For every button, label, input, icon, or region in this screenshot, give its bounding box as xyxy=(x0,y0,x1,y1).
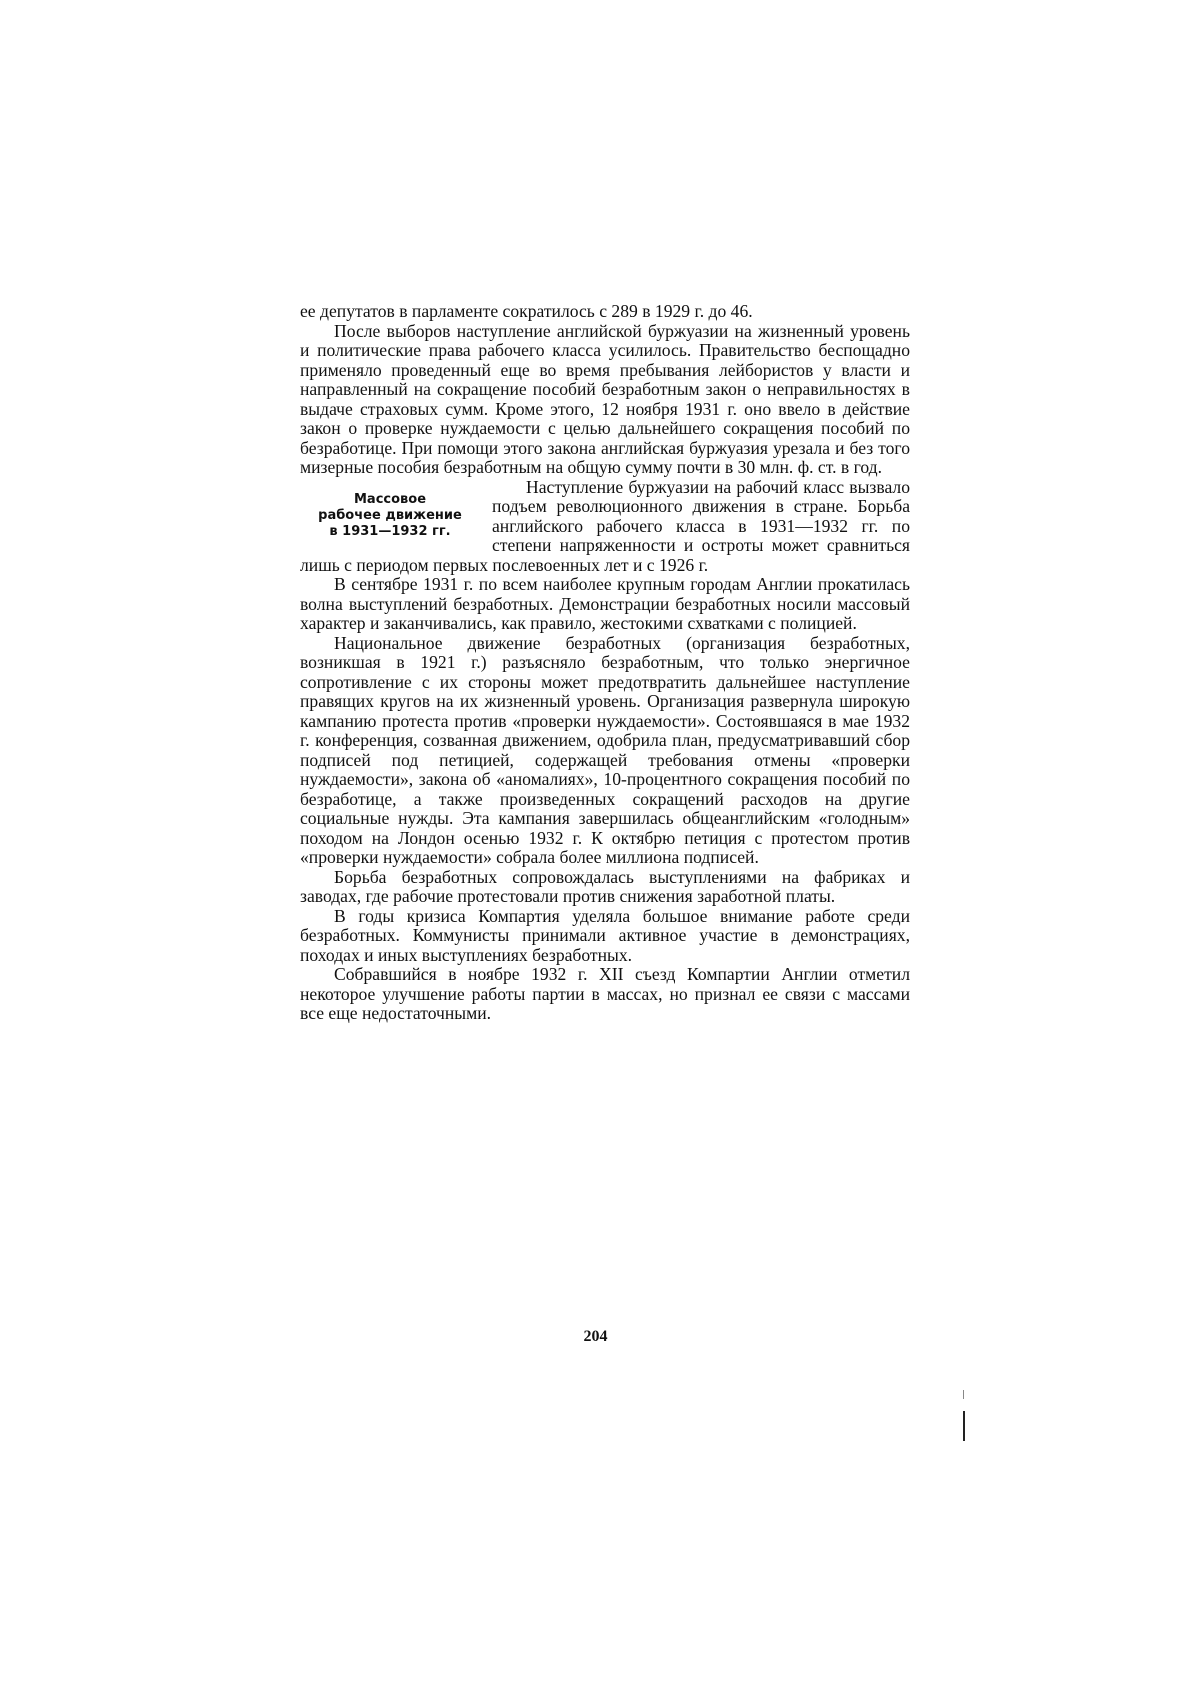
paragraph: В годы кризиса Компартия уделяла большое внимание работе среди безработных. Коммунисты принимали активное участие в демонстрациях, походах и иных выступлениях безработных. xyxy=(300,905,910,965)
page-body xyxy=(300,302,910,1024)
scan-mark xyxy=(963,1390,964,1399)
paragraph-continuation: ее депутатов в парламенте сократилось с 289 в 1929 г. до 46. xyxy=(300,301,753,321)
scan-mark xyxy=(963,1411,965,1441)
margin-heading-line: Массовое xyxy=(353,491,427,507)
page-number: 204 xyxy=(583,1328,608,1345)
paragraph: В сентябре 1931 г. по всем наиболее крупным городам Англии прокатилась волна выступлений безработных. Демонстрации безработных носили массовый характер и заканчивались, как правило, жестокими схватками с полицией. xyxy=(300,574,910,633)
paragraph: Наступление буржуазии на рабочий класс вызвало подъем революционного движения в стране. Борьба английского рабочего класса в 1931—1932 гг. по степени напряженности и остроты может сравниться лишь с периодом первых послевоенных лет и с 1926 г. xyxy=(300,476,910,575)
margin-heading-line: рабочее движение xyxy=(318,507,462,523)
paragraph: После выборов наступление английской буржуазии на жизненный уровень и политические права рабочего класса усилилось. Правительство беспощадно применяло проведенный еще во время пребывания лейбористов у власти и направленный на сокращение пособий безработным закон о неправильностях в выдаче страховых сумм. Кроме этого, 12 ноября 1931 г. оно ввело в действие закон о проверке нуждаемости с целью дальнейшего сокращения пособий по безработице. При помощи этого закона английская буржуазия урезала и без того мизерные пособия безработным на общую сумму почти в 30 млн. ф. ст. в год. xyxy=(300,320,910,477)
margin-heading xyxy=(300,492,480,540)
paragraph: Собравшийся в ноябре 1932 г. XII съезд Компартии Англии отметил некоторое улучшение работы партии в массах, но признал ее связи с массами все еще недостаточными. xyxy=(300,964,910,1023)
margin-heading-line: в 1931—1932 гг. xyxy=(329,523,451,539)
paragraph: Борьба безработных сопровождалась выступлениями на фабриках и заводах, где рабочие протестовали против снижения заработной платы. xyxy=(300,866,910,906)
paragraph: Национальное движение безработных (организация безработных, возникшая в 1921 г.) разъясняло безработным, что только энергичное сопротивление с их стороны может предотвратить дальнейшее наступление правящих кругов на их жизненный уровень. Организация развернула широкую кампанию протеста против «проверки нуждаемости». Состоявшаяся в мае 1932 г. конференция, созванная движением, одобрила план, предусматривавший сбор подписей под петицией, содержащей требования отмены «проверки нуждаемости», закона об «аномалиях», 10-процентного сокращения пособий по безработице, а также произведенных сокращений расходов на другие социальные нужды. Эта кампания завершилась общеанглийским «голодным» походом на Лондон осенью 1932 г. К октябрю петиция с протестом против «проверки нуждаемости» собрала более миллиона подписей. xyxy=(300,632,910,867)
